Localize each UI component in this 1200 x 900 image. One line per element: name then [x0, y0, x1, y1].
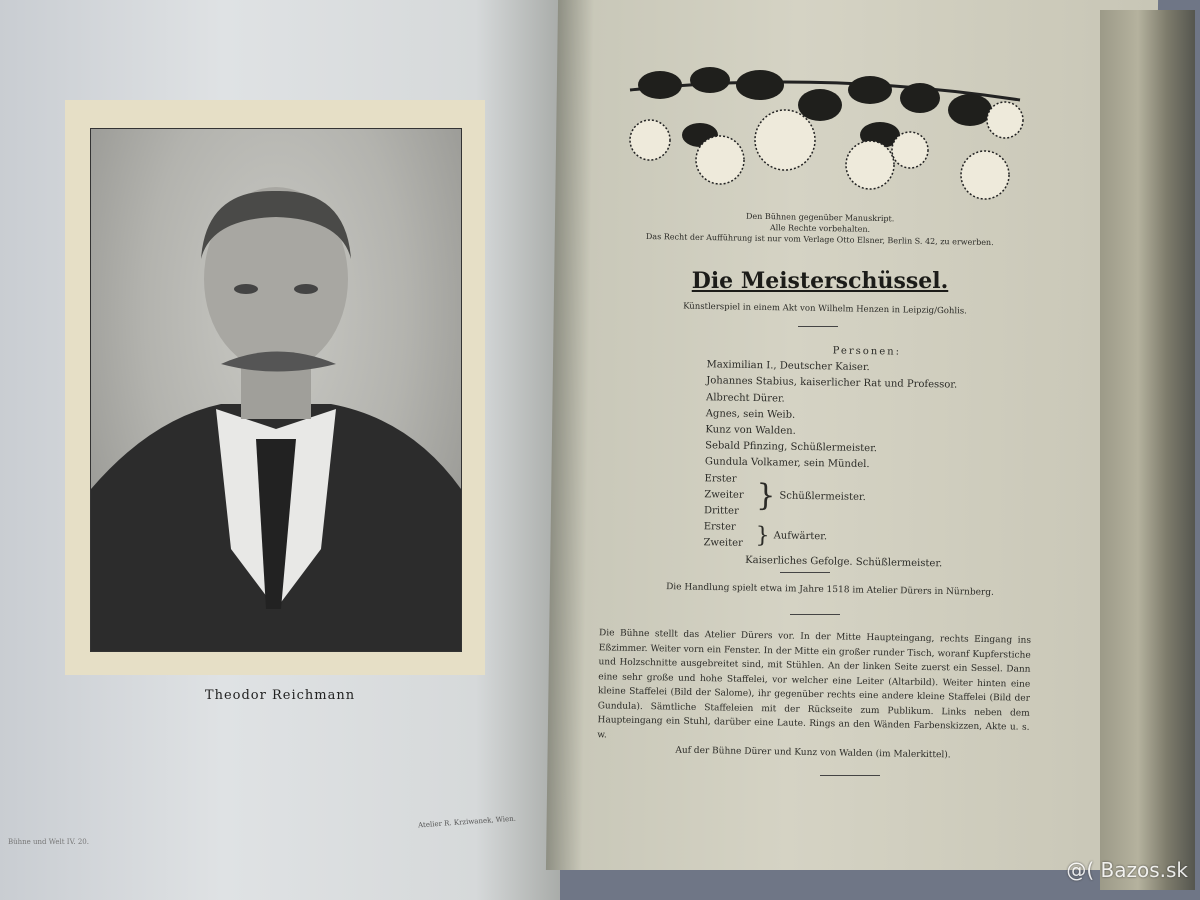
cast-item: Zweiter — [704, 489, 744, 501]
divider — [780, 572, 830, 573]
cast-item: Albrecht Dürer. — [705, 391, 785, 405]
cast-item: Agnes, sein Weib. — [705, 408, 796, 421]
watermark: @( Bazos.sk — [1066, 858, 1188, 882]
divider — [820, 775, 880, 776]
cast-heading: Personen: — [832, 345, 902, 358]
setting-line: Die Handlung spielt etwa im Jahre 1518 im Atelier Dürers in Nürnberg. — [666, 582, 994, 598]
stage-description — [597, 626, 1031, 764]
notice-line: Den Bühnen gegenüber Manuskript. — [745, 211, 895, 224]
cast-item: Kunz von Walden. — [705, 424, 796, 437]
notice-line: Das Recht der Aufführung ist nur vom Verlage Otto Elsner, Berlin S. 42, zu erwerben. — [645, 231, 994, 248]
group-role: Schüßlermeister. — [779, 490, 866, 503]
floral-ornament — [620, 60, 1030, 210]
cast-item: Maximilian I., Deutscher Kaiser. — [706, 359, 870, 374]
notice-line: Alle Rechte vorbehalten. — [769, 223, 871, 234]
portrait-photo — [90, 128, 462, 652]
cast-item: Erster — [704, 472, 737, 485]
photo-credit: Atelier R. Krziwanek, Wien. — [417, 814, 517, 830]
play-title: Die Meisterschüssel. — [691, 268, 949, 294]
play-subtitle: Künstlerspiel in einem Akt von Wilhelm Henzen in Leipzig/Gohlis. — [683, 301, 967, 317]
cast-footer: Kaiserliches Gefolge. Schüßlermeister. — [745, 554, 943, 570]
divider — [798, 326, 838, 327]
cast-item: Dritter — [703, 505, 739, 517]
description-last: Auf der Bühne Dürer und Kunz von Walden (im Malerkittel). — [675, 745, 951, 761]
brace-icon: } — [756, 478, 776, 514]
cast-list — [703, 341, 1027, 573]
cast-group-masters — [704, 471, 1025, 525]
description-text: Die Bühne stellt das Atelier Dürers vor. In der Mitte Haupteingang, rechts Eingang ins Eßzimmer. Weiter vorn ein Fenster. In der Mitte ein großer runder Tisch, woranf Kupferstiche und Holzschnitte ausgebreitet sind, mit Stühlen. An der linken Seite zuerst ein Sessel. Dann eine sehr große und hohe Staffelei, vor welcher eine Leiter (Altarbild). Weiter hinten eine kleine Staffelei (Bild der Salome), ihr gegenüber rechts eine andere kleine Staffelei (Bild der Gundula). Sämtliche Staffeleien mit der Rückseite zum Publikum. Links neben dem Haupteingang ein Stuhl, darüber eine Laute. Rings an den Wänden Farbenskizzen, Akte u. s. w. — [597, 628, 1032, 740]
book-page-edges — [1100, 10, 1195, 890]
group-role: Aufwärter. — [773, 530, 828, 543]
cast-item: Erster — [703, 521, 736, 533]
cast-item: Gundula Volkamer, sein Mündel. — [704, 456, 870, 471]
portrait-caption: Theodor Reichmann — [204, 688, 356, 703]
cast-item: Sebald Pfinzing, Schüßlermeister. — [705, 440, 878, 455]
footer-left: Bühne und Welt IV. 20. — [8, 838, 89, 846]
brace-icon: } — [755, 523, 770, 549]
cast-item: Johannes Stabius, kaiserlicher Rat und Professor. — [706, 375, 958, 392]
cast-item: Zweiter — [703, 537, 743, 550]
divider — [790, 614, 840, 615]
